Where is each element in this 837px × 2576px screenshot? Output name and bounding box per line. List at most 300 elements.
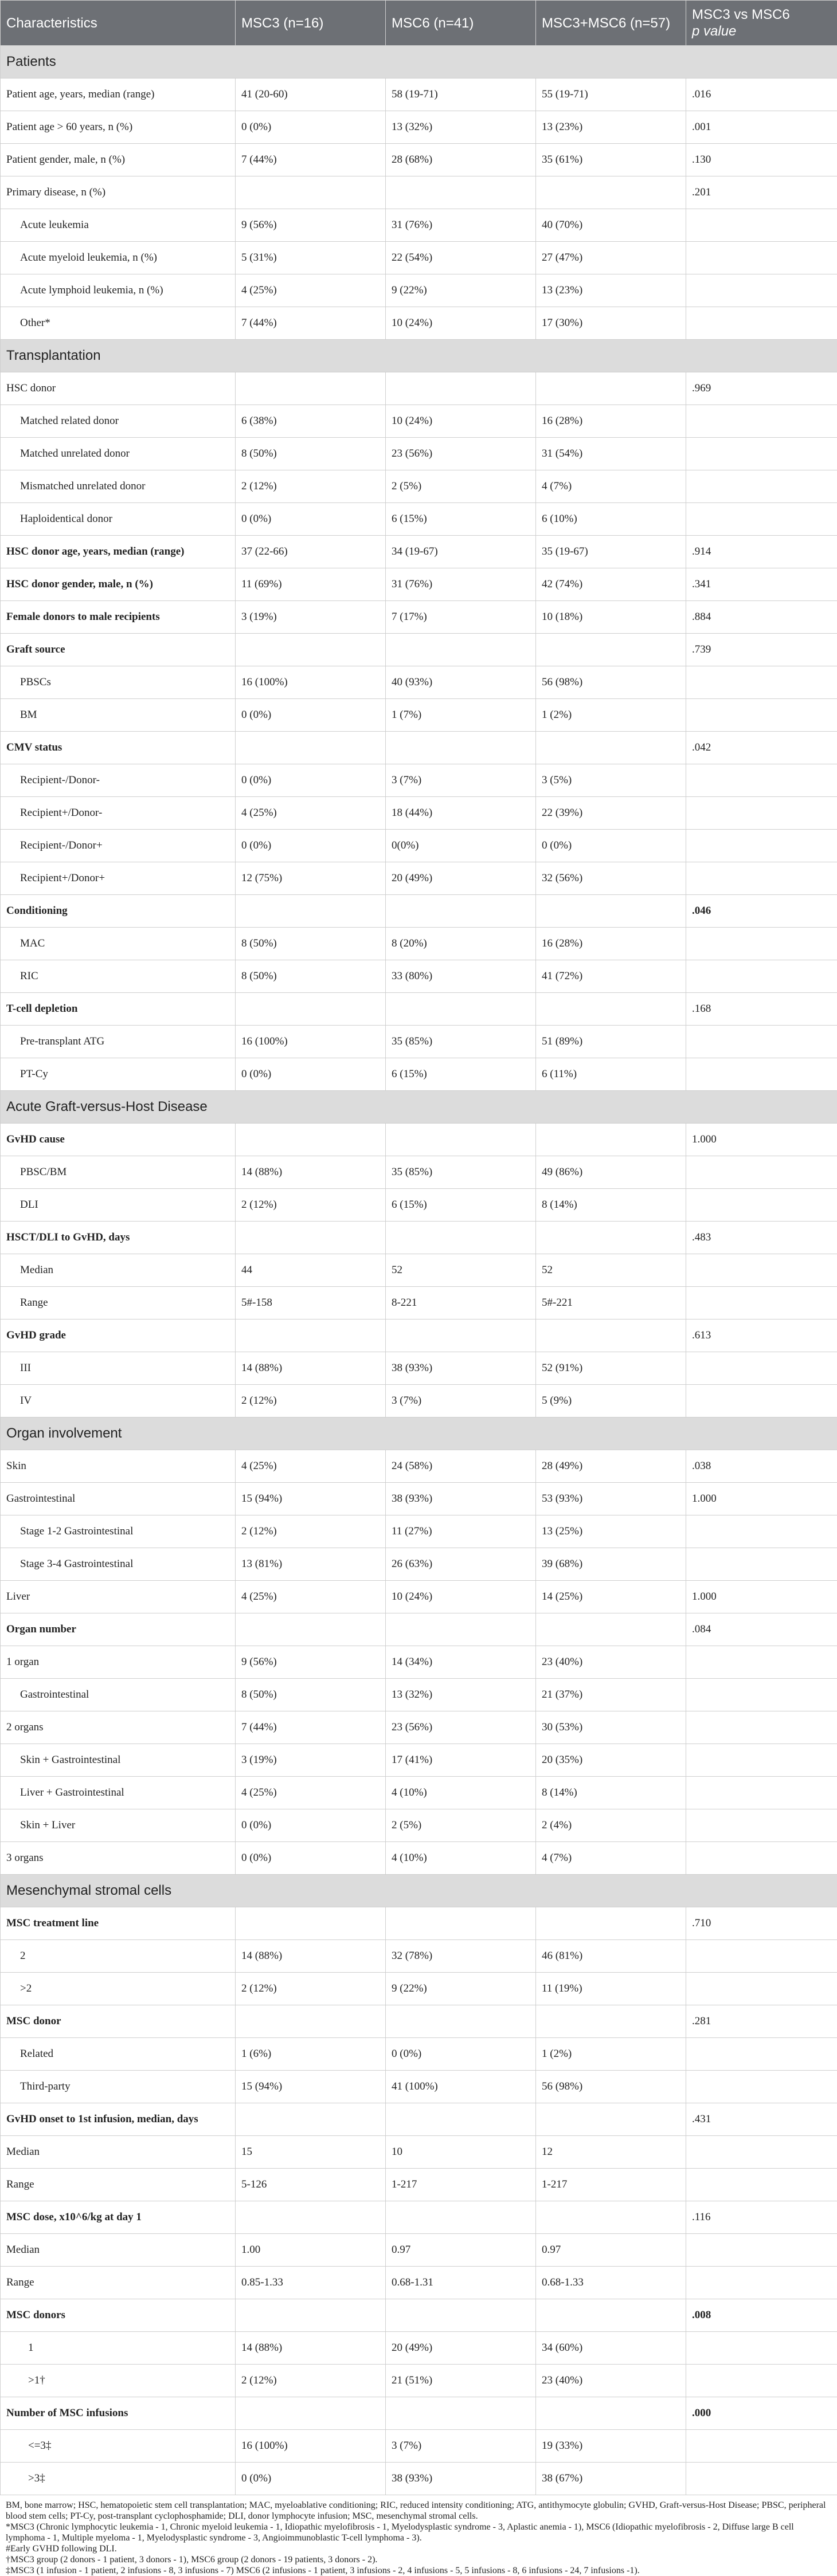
cell-msc3-msc6: 53 (93%) xyxy=(536,1483,686,1515)
cell-msc3: 9 (56%) xyxy=(236,1646,386,1679)
table-row xyxy=(1,797,837,830)
table-row xyxy=(1,470,837,503)
cell-msc6 xyxy=(386,993,536,1026)
cell-msc3-msc6: 40 (70%) xyxy=(536,209,686,242)
table-row xyxy=(1,2430,837,2463)
table-body xyxy=(1,46,837,2495)
cell-msc3: 0 (0%) xyxy=(236,830,386,862)
cell-msc6: 26 (63%) xyxy=(386,1548,536,1581)
row-label: GvHD grade xyxy=(1,1320,236,1352)
row-label: Liver xyxy=(1,1581,236,1613)
cell-msc3-msc6: 27 (47%) xyxy=(536,242,686,274)
cell-msc3-msc6: 32 (56%) xyxy=(536,862,686,895)
cell-msc3-msc6 xyxy=(536,993,686,1026)
cell-msc6: 20 (49%) xyxy=(386,862,536,895)
section-title: Transplantation xyxy=(1,340,837,372)
cell-msc3-msc6 xyxy=(536,2201,686,2234)
cell-msc3: 14 (88%) xyxy=(236,1156,386,1189)
row-label: Female donors to male recipients xyxy=(1,601,236,634)
table-row xyxy=(1,503,837,536)
cell-p-value xyxy=(686,274,837,307)
cell-msc3: 2 (12%) xyxy=(236,1189,386,1222)
cell-msc3-msc6 xyxy=(536,732,686,764)
table-row xyxy=(1,438,837,470)
row-label: Related xyxy=(1,2038,236,2071)
row-label: MSC treatment line xyxy=(1,1907,236,1940)
cell-p-value: 1.000 xyxy=(686,1483,837,1515)
cell-msc3: 44 xyxy=(236,1254,386,1287)
table-header-row xyxy=(1,1,837,46)
cell-msc3-msc6: 46 (81%) xyxy=(536,1940,686,1973)
table-row xyxy=(1,307,837,340)
cell-p-value xyxy=(686,242,837,274)
cell-msc6: 10 (24%) xyxy=(386,307,536,340)
header-msc3-msc6 xyxy=(536,1,686,46)
cell-msc6: 40 (93%) xyxy=(386,666,536,699)
cell-msc3-msc6: 14 (25%) xyxy=(536,1581,686,1613)
cell-msc6: 35 (85%) xyxy=(386,1026,536,1058)
cell-msc6 xyxy=(386,2005,536,2038)
cell-msc3-msc6: 4 (7%) xyxy=(536,1842,686,1875)
cell-msc3-msc6: 52 xyxy=(536,1254,686,1287)
cell-msc3-msc6: 1-217 xyxy=(536,2169,686,2201)
table-row xyxy=(1,2234,837,2267)
cell-p-value: .016 xyxy=(686,78,837,111)
cell-p-value: .201 xyxy=(686,176,837,209)
row-label: Matched unrelated donor xyxy=(1,438,236,470)
cell-msc3-msc6 xyxy=(536,1124,686,1156)
cell-p-value xyxy=(686,928,837,960)
table-row xyxy=(1,2136,837,2169)
table-row xyxy=(1,1646,837,1679)
row-label: Stage 1-2 Gastrointestinal xyxy=(1,1515,236,1548)
cell-msc6: 7 (17%) xyxy=(386,601,536,634)
cell-p-value: .046 xyxy=(686,895,837,928)
table-row xyxy=(1,1581,837,1613)
cell-p-value xyxy=(686,1026,837,1058)
row-label: Range xyxy=(1,2267,236,2299)
cell-msc6: 18 (44%) xyxy=(386,797,536,830)
table-row xyxy=(1,536,837,568)
footnote-msc-infusions: ‡MSC3 (1 infusion - 1 patient, 2 infusions - 8, 3 infusions - 7) MSC6 (2 infusions - 1 patient, 3 infusions - 2, 4 infusions - 5, 5 infusions - 8, 6 infusions - 24, 7 infusions -1). xyxy=(6,2565,831,2576)
cell-msc3 xyxy=(236,2299,386,2332)
cell-msc6: 2 (5%) xyxy=(386,1809,536,1842)
cell-p-value xyxy=(686,2463,837,2495)
cell-msc3: 0 (0%) xyxy=(236,1809,386,1842)
table-row xyxy=(1,2071,837,2103)
cell-msc3-msc6: 0.97 xyxy=(536,2234,686,2267)
row-label: Liver + Gastrointestinal xyxy=(1,1777,236,1809)
cell-msc3-msc6 xyxy=(536,1222,686,1254)
cell-msc3: 2 (12%) xyxy=(236,470,386,503)
cell-msc6: 35 (85%) xyxy=(386,1156,536,1189)
row-label: BM xyxy=(1,699,236,732)
cell-msc6: 38 (93%) xyxy=(386,1352,536,1385)
cell-msc6 xyxy=(386,1222,536,1254)
table-row xyxy=(1,2169,837,2201)
cell-msc6: 14 (34%) xyxy=(386,1646,536,1679)
cell-msc6: 1 (7%) xyxy=(386,699,536,732)
row-label: Skin xyxy=(1,1450,236,1483)
cell-msc3 xyxy=(236,1222,386,1254)
cell-p-value xyxy=(686,1156,837,1189)
section-title: Acute Graft-versus-Host Disease xyxy=(1,1091,837,1124)
table-row xyxy=(1,1711,837,1744)
cell-p-value xyxy=(686,2267,837,2299)
cell-msc3-msc6: 19 (33%) xyxy=(536,2430,686,2463)
cell-msc3 xyxy=(236,176,386,209)
cell-msc6: 10 (24%) xyxy=(386,405,536,438)
cell-msc6: 1-217 xyxy=(386,2169,536,2201)
cell-msc3: 2 (12%) xyxy=(236,1385,386,1417)
table-row xyxy=(1,928,837,960)
table-row xyxy=(1,1744,837,1777)
cell-msc3 xyxy=(236,1613,386,1646)
header-msc3-msc6-label: MSC3+MSC6 (n=57) xyxy=(542,15,670,31)
cell-p-value xyxy=(686,2430,837,2463)
cell-msc6: 13 (32%) xyxy=(386,1679,536,1711)
table-row xyxy=(1,1124,837,1156)
cell-msc3-msc6: 49 (86%) xyxy=(536,1156,686,1189)
cell-msc3-msc6 xyxy=(536,176,686,209)
row-label: PBSCs xyxy=(1,666,236,699)
cell-msc3: 0 (0%) xyxy=(236,1058,386,1091)
row-label: DLI xyxy=(1,1189,236,1222)
cell-msc3: 1.00 xyxy=(236,2234,386,2267)
row-label: Median xyxy=(1,2234,236,2267)
cell-msc3-msc6: 13 (23%) xyxy=(536,111,686,144)
cell-msc3 xyxy=(236,2201,386,2234)
cell-msc6: 13 (32%) xyxy=(386,111,536,144)
row-label: Acute lymphoid leukemia, n (%) xyxy=(1,274,236,307)
cell-msc6: 0.68-1.31 xyxy=(386,2267,536,2299)
cell-msc6: 6 (15%) xyxy=(386,503,536,536)
table-row xyxy=(1,1973,837,2005)
cell-p-value: .483 xyxy=(686,1222,837,1254)
cell-p-value xyxy=(686,1548,837,1581)
cell-msc6 xyxy=(386,2201,536,2234)
table-row xyxy=(1,2005,837,2038)
cell-msc3-msc6: 16 (28%) xyxy=(536,405,686,438)
cell-msc3-msc6: 1 (2%) xyxy=(536,2038,686,2071)
cell-p-value xyxy=(686,307,837,340)
cell-msc3 xyxy=(236,993,386,1026)
table-row xyxy=(1,2365,837,2397)
footnote-abbreviations: BM, bone marrow; HSC, hematopoietic stem cell transplantation; MAC, myeloablative conditioning; RIC, reduced intensity conditioning; ATG, antithymocyte globulin; GVHD, Graft-versus-Host Disease; PBSC, peripheral blood stem cells; PT-Cy, post-transplant cyclophosphamide; DLI, donor lymphocyte infusion; MSC, mesenchymal stromal cells. xyxy=(6,2500,831,2522)
cell-msc6: 23 (56%) xyxy=(386,1711,536,1744)
cell-msc3-msc6: 8 (14%) xyxy=(536,1189,686,1222)
cell-p-value xyxy=(686,1940,837,1973)
cell-msc6: 52 xyxy=(386,1254,536,1287)
cell-msc3-msc6: 16 (28%) xyxy=(536,928,686,960)
cell-p-value: 1.000 xyxy=(686,1124,837,1156)
cell-msc3-msc6 xyxy=(536,1907,686,1940)
cell-msc3-msc6: 34 (60%) xyxy=(536,2332,686,2365)
cell-msc3: 8 (50%) xyxy=(236,928,386,960)
section-row xyxy=(1,1417,837,1450)
cell-msc3-msc6: 56 (98%) xyxy=(536,666,686,699)
cell-p-value xyxy=(686,1842,837,1875)
cell-msc3: 0 (0%) xyxy=(236,764,386,797)
cell-msc3-msc6: 11 (19%) xyxy=(536,1973,686,2005)
row-label: 1 organ xyxy=(1,1646,236,1679)
section-title: Organ involvement xyxy=(1,1417,837,1450)
row-label: Matched related donor xyxy=(1,405,236,438)
cell-msc6: 58 (19-71) xyxy=(386,78,536,111)
table-row xyxy=(1,634,837,666)
cell-msc3: 8 (50%) xyxy=(236,960,386,993)
table-row xyxy=(1,2332,837,2365)
cell-msc3-msc6: 41 (72%) xyxy=(536,960,686,993)
row-label: Skin + Liver xyxy=(1,1809,236,1842)
table-row xyxy=(1,2038,837,2071)
table-row xyxy=(1,176,837,209)
row-label: MSC dose, x10^6/kg at day 1 xyxy=(1,2201,236,2234)
cell-msc3: 4 (25%) xyxy=(236,1581,386,1613)
table-row xyxy=(1,372,837,405)
cell-p-value: .130 xyxy=(686,144,837,176)
cell-p-value xyxy=(686,2365,837,2397)
cell-msc3-msc6: 6 (10%) xyxy=(536,503,686,536)
cell-msc6 xyxy=(386,1907,536,1940)
header-msc6: MSC6 (n=41) xyxy=(386,1,536,46)
cell-p-value: .116 xyxy=(686,2201,837,2234)
cell-msc6 xyxy=(386,732,536,764)
table-row xyxy=(1,1940,837,1973)
row-label: >1† xyxy=(1,2365,236,2397)
cell-msc3-msc6: 22 (39%) xyxy=(536,797,686,830)
table-row xyxy=(1,2397,837,2430)
cell-msc3-msc6: 10 (18%) xyxy=(536,601,686,634)
cell-p-value: .008 xyxy=(686,2299,837,2332)
table-row xyxy=(1,1287,837,1320)
cell-msc3: 0 (0%) xyxy=(236,111,386,144)
cell-p-value xyxy=(686,2234,837,2267)
cell-msc3: 7 (44%) xyxy=(236,307,386,340)
cell-p-value xyxy=(686,1287,837,1320)
cell-msc6: 4 (10%) xyxy=(386,1777,536,1809)
row-label: RIC xyxy=(1,960,236,993)
header-msc3: MSC3 (n=16) xyxy=(236,1,386,46)
cell-p-value xyxy=(686,1254,837,1287)
cell-p-value xyxy=(686,2038,837,2071)
cell-msc3: 4 (25%) xyxy=(236,797,386,830)
table-row xyxy=(1,1352,837,1385)
table-row xyxy=(1,1809,837,1842)
row-label: Recipient-/Donor- xyxy=(1,764,236,797)
table-row xyxy=(1,764,837,797)
cell-p-value xyxy=(686,830,837,862)
cell-p-value xyxy=(686,1646,837,1679)
cell-p-value xyxy=(686,1058,837,1091)
cell-p-value: .168 xyxy=(686,993,837,1026)
cell-msc3-msc6: 1 (2%) xyxy=(536,699,686,732)
cell-p-value xyxy=(686,1777,837,1809)
cell-msc3: 15 (94%) xyxy=(236,2071,386,2103)
cell-msc6: 0.97 xyxy=(386,2234,536,2267)
table-row xyxy=(1,2103,837,2136)
cell-msc6: 3 (7%) xyxy=(386,1385,536,1417)
row-label: T-cell depletion xyxy=(1,993,236,1026)
cell-msc3: 1 (6%) xyxy=(236,2038,386,2071)
table-row xyxy=(1,732,837,764)
cell-msc3-msc6: 13 (23%) xyxy=(536,274,686,307)
row-label: Acute leukemia xyxy=(1,209,236,242)
section-row xyxy=(1,1875,837,1907)
table-row xyxy=(1,78,837,111)
table-row xyxy=(1,699,837,732)
cell-msc3 xyxy=(236,372,386,405)
row-label: Other* xyxy=(1,307,236,340)
cell-msc3-msc6: 6 (11%) xyxy=(536,1058,686,1091)
cell-msc3 xyxy=(236,1320,386,1352)
cell-msc3-msc6: 42 (74%) xyxy=(536,568,686,601)
cell-msc3-msc6: 31 (54%) xyxy=(536,438,686,470)
row-label: Recipient-/Donor+ xyxy=(1,830,236,862)
cell-msc3-msc6 xyxy=(536,372,686,405)
cell-p-value: .281 xyxy=(686,2005,837,2038)
cell-msc6 xyxy=(386,2397,536,2430)
table-row xyxy=(1,1515,837,1548)
row-label: 2 xyxy=(1,1940,236,1973)
cell-msc3-msc6 xyxy=(536,2299,686,2332)
table-row xyxy=(1,1907,837,1940)
cell-msc3: 3 (19%) xyxy=(236,601,386,634)
cell-msc3: 0 (0%) xyxy=(236,1842,386,1875)
table-row xyxy=(1,1613,837,1646)
cell-p-value: .038 xyxy=(686,1450,837,1483)
cell-msc6 xyxy=(386,2299,536,2332)
table-row xyxy=(1,144,837,176)
header-comparison-label: MSC3 vs MSC6 xyxy=(692,7,790,22)
table-row xyxy=(1,1189,837,1222)
section-row xyxy=(1,340,837,372)
cell-msc3 xyxy=(236,1124,386,1156)
row-label: Stage 3-4 Gastrointestinal xyxy=(1,1548,236,1581)
cell-msc3-msc6: 5 (9%) xyxy=(536,1385,686,1417)
section-title: Patients xyxy=(1,46,837,78)
row-label: GvHD cause xyxy=(1,1124,236,1156)
cell-msc6: 38 (93%) xyxy=(386,2463,536,2495)
cell-msc3: 9 (56%) xyxy=(236,209,386,242)
footnote-early-gvhd: #Early GVHD following DLI. xyxy=(6,2543,831,2554)
row-label: Third-party xyxy=(1,2071,236,2103)
cell-msc3-msc6: 12 xyxy=(536,2136,686,2169)
cell-msc6: 9 (22%) xyxy=(386,274,536,307)
cell-msc3: 6 (38%) xyxy=(236,405,386,438)
cell-p-value xyxy=(686,470,837,503)
cell-p-value xyxy=(686,2332,837,2365)
cell-p-value: .969 xyxy=(686,372,837,405)
table-row xyxy=(1,666,837,699)
cell-msc3-msc6: 51 (89%) xyxy=(536,1026,686,1058)
cell-msc3-msc6: 56 (98%) xyxy=(536,2071,686,2103)
row-label: Patient age, years, median (range) xyxy=(1,78,236,111)
cell-msc3: 37 (22-66) xyxy=(236,536,386,568)
cell-p-value: .739 xyxy=(686,634,837,666)
cell-msc6: 3 (7%) xyxy=(386,2430,536,2463)
cell-msc6: 21 (51%) xyxy=(386,2365,536,2397)
table-row xyxy=(1,1156,837,1189)
cell-msc3-msc6: 13 (25%) xyxy=(536,1515,686,1548)
table-row xyxy=(1,2201,837,2234)
cell-msc3: 13 (81%) xyxy=(236,1548,386,1581)
cell-msc6 xyxy=(386,1613,536,1646)
cell-p-value xyxy=(686,1352,837,1385)
cell-msc3: 14 (88%) xyxy=(236,1940,386,1973)
cell-msc6 xyxy=(386,372,536,405)
cell-p-value xyxy=(686,438,837,470)
cell-msc3 xyxy=(236,1907,386,1940)
cell-msc6: 22 (54%) xyxy=(386,242,536,274)
cell-msc6: 20 (49%) xyxy=(386,2332,536,2365)
row-label: HSC donor age, years, median (range) xyxy=(1,536,236,568)
table-row xyxy=(1,1679,837,1711)
header-comparison xyxy=(686,1,837,46)
cell-p-value xyxy=(686,699,837,732)
cell-msc6: 6 (15%) xyxy=(386,1189,536,1222)
cell-p-value: .914 xyxy=(686,536,837,568)
table-row xyxy=(1,1254,837,1287)
cell-msc3: 8 (50%) xyxy=(236,438,386,470)
cell-msc3: 15 xyxy=(236,2136,386,2169)
cell-p-value: .042 xyxy=(686,732,837,764)
row-label: Graft source xyxy=(1,634,236,666)
cell-p-value xyxy=(686,1744,837,1777)
cell-msc3-msc6: 38 (67%) xyxy=(536,2463,686,2495)
cell-msc6: 34 (19-67) xyxy=(386,536,536,568)
table-row xyxy=(1,993,837,1026)
section-row xyxy=(1,46,837,78)
table-row xyxy=(1,862,837,895)
cell-msc3-msc6: 28 (49%) xyxy=(536,1450,686,1483)
table-row xyxy=(1,2463,837,2495)
cell-msc3 xyxy=(236,732,386,764)
cell-p-value xyxy=(686,797,837,830)
row-label: HSC donor xyxy=(1,372,236,405)
cell-msc3 xyxy=(236,2005,386,2038)
table-row xyxy=(1,2299,837,2332)
table-row xyxy=(1,242,837,274)
footnote-msc-donors: †MSC3 group (2 donors - 1 patient, 3 donors - 1), MSC6 group (2 donors - 19 patients, 3 donors - 2). xyxy=(6,2554,831,2565)
cell-p-value xyxy=(686,1189,837,1222)
cell-msc6: 23 (56%) xyxy=(386,438,536,470)
cell-msc6: 10 xyxy=(386,2136,536,2169)
section-row xyxy=(1,1091,837,1124)
cell-p-value xyxy=(686,503,837,536)
cell-msc3-msc6: 4 (7%) xyxy=(536,470,686,503)
cell-msc3-msc6: 55 (19-71) xyxy=(536,78,686,111)
cell-msc6 xyxy=(386,634,536,666)
table-row xyxy=(1,1058,837,1091)
footnote-other-diseases: *MSC3 (Chronic lymphocytic leukemia - 1, Chronic myeloid leukemia - 1, Idiopathic myelofibrosis - 1, Myelodysplastic syndrome - 3, Aplastic anemia - 1), MSC6 (Idiopathic myelofibrosis - 2, Diffuse large B cell lymphoma - 1, Multiple myeloma - 1, Myelodysplastic syndrome - 3, Angioimmunoblastic T-cell lymphoma - 3). xyxy=(6,2522,831,2543)
table-row xyxy=(1,1483,837,1515)
row-label: Range xyxy=(1,2169,236,2201)
row-label: III xyxy=(1,1352,236,1385)
cell-msc3-msc6: 0.68-1.33 xyxy=(536,2267,686,2299)
cell-msc6: 8 (20%) xyxy=(386,928,536,960)
row-label: Haploidentical donor xyxy=(1,503,236,536)
row-label: Acute myeloid leukemia, n (%) xyxy=(1,242,236,274)
cell-msc6: 6 (15%) xyxy=(386,1058,536,1091)
cell-msc6: 0(0%) xyxy=(386,830,536,862)
row-label: Recipient+/Donor+ xyxy=(1,862,236,895)
row-label: Median xyxy=(1,1254,236,1287)
cell-msc3-msc6 xyxy=(536,2005,686,2038)
cell-msc6: 10 (24%) xyxy=(386,1581,536,1613)
cell-msc6: 38 (93%) xyxy=(386,1483,536,1515)
cell-p-value: .613 xyxy=(686,1320,837,1352)
